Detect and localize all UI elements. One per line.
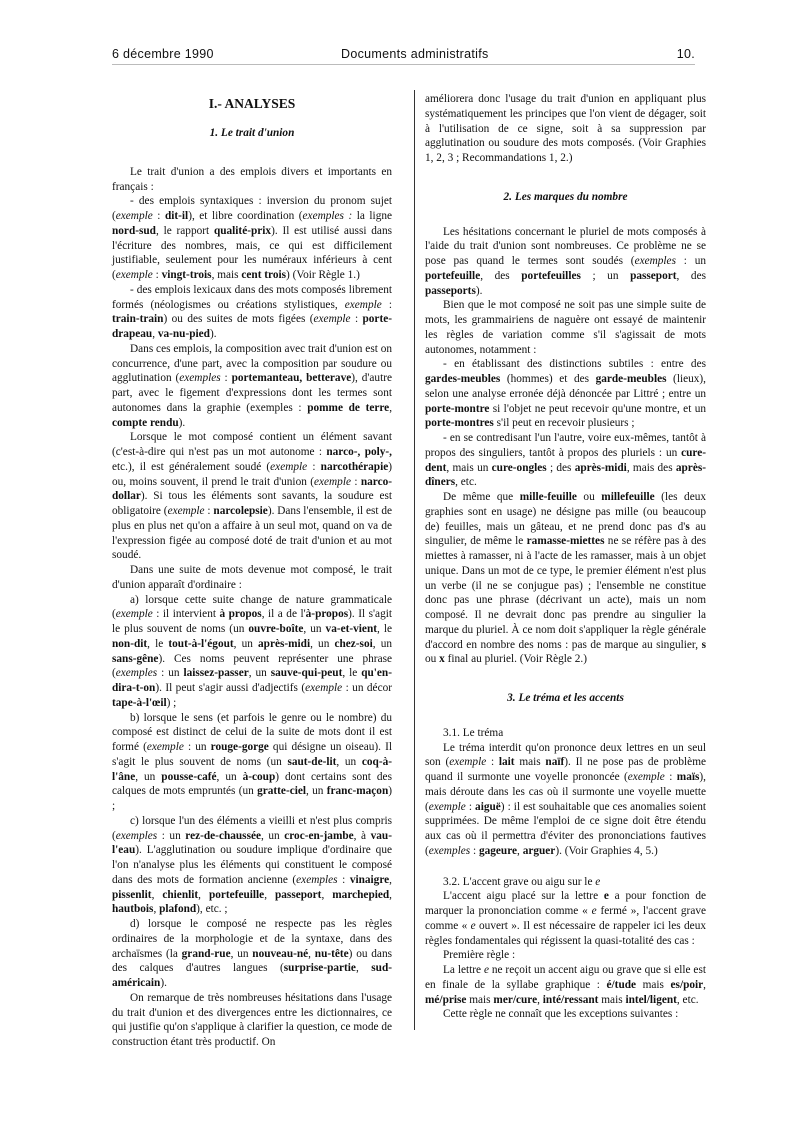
- paragraph: - des emplois syntaxiques : inversion du pronom sujet (exemple : dit-il), et libre coordination (exemples : la ligne nord-sud, le rapport qualité-prix). Il est utilisé aussi dans l'écriture des nombres, mais, ce qui est difficilement justifiable, seulement pour les numéraux inférieurs à cent (exemple : vingt-trois, mais cent trois) (Voir Règle 1.): [112, 195, 393, 281]
- nombre-paragraphs: [425, 225, 706, 668]
- header-page-number: 10.: [676, 47, 695, 61]
- paragraph: Le tréma interdit qu'on prononce deux lettres en un seul son (exemple : lait mais naïf). Il ne pose pas de problème quand il surmonte une voyelle prononcée (exemple : maïs), mais déroute dans les cas où il surmonte une voyelle muette (exemple : aiguë) : il est souhaitable que ces anomalies soient supprimées. De même l'emploi de ce signe doit être étendu aux cas où il permettra d'éviter des prononciations fautives (exemples : gageure, arguer). (Voir Graphies 4, 5.): [425, 741, 706, 857]
- header-title: Documents administratifs: [341, 47, 489, 61]
- right-column: [425, 92, 706, 1022]
- subheading-trema: 3.1. Le tréma: [443, 726, 504, 739]
- paragraph: b) lorsque le sens (et parfois le genre ou le nombre) du composé est distinct de celui de la suite de mots dont il est formé (exemple : un rouge-gorge qui désigne un oiseau). Il s'agit le plus souvent de noms (un saut-de-lit, un coq-à-l'âne, un pousse-café, un à-coup) dont certains sont des calques de mots empruntés (un gratte-ciel, un franc-maçon) ;: [112, 711, 392, 812]
- accent-paragraphs: [425, 889, 706, 1022]
- left-paragraphs: [112, 165, 392, 1050]
- left-column: [112, 92, 392, 1050]
- subsection-title-trema: 3. Le tréma et les accents: [507, 692, 624, 704]
- paragraph: La lettre e ne reçoit un accent aigu ou grave que si elle est en finale de la syllabe graphique : é/tude mais es/poir, mé/prise mais mer/cure, inté/ressant mais intel/ligent, etc.: [425, 964, 706, 1006]
- paragraph: a) lorsque cette suite change de nature grammaticale (exemple : il intervient à propos, il a de l'à-propos). Il s'agit le plus souvent de noms (un ouvre-boîte, un va-et-vient, le non-dit, le tout-à-l'égout, un après-midi, un chez-soi, un sans-gêne). Ces noms peuvent représenter une phrase (exemples : un laissez-passer, un sauve-qui-peut, le qu'en-dira-t-on). Il peut s'agir aussi d'adjectifs (exemple : un décor tape-à-l'œil) ;: [112, 593, 392, 709]
- paragraph: De même que mille-feuille ou millefeuille (les deux graphies sont en usage) ne désigne pas mille (ou beaucoup de) feuilles, mais un gâteau, et ne prend donc pas d's au singulier, de même le ramasse-miettes ne se réfère pas à des miettes à ramasser, ni à l'acte de les ramasser, mais à un objet unique. Dans un mot de ce type, le premier élément n'est plus un verbe (il ne se conjugue pas) ; l'ensemble ne constitue donc pas une phrase (décrivant un acte), mais un nom composé. Il ne devrait donc pas prendre au singulier la marque du pluriel. À ce nom doit s'appliquer la règle générale d'accord en nombre des noms : pas de marque au singulier, s ou x final au pluriel. (Voir Règle 2.): [425, 491, 707, 666]
- subheading-accent: 3.2. L'accent grave ou aigu sur le e: [443, 875, 601, 888]
- paragraph: On remarque de très nombreuses hésitations dans l'usage du trait d'union et des divergences entre les dictionnaires, ce qui justifie qu'on s'applique à clarifier la question, ce mode de construction étant très productif. On: [112, 991, 392, 1048]
- column-divider: [414, 90, 415, 1030]
- paragraph: - en établissant des distinctions subtiles : entre des gardes-meubles (hommes) et des garde-meubles (lieux), selon une analyse erronée déjà dénoncée par Littré ; entre un porte-montre si l'objet ne peut recevoir qu'une montre, et un porte-montres s'il peut en recevoir plusieurs ;: [425, 358, 706, 430]
- paragraph: Lorsque le mot composé contient un élément savant (c'est-à-dire qui n'est pas un mot autonome : narco-, poly-, etc.), il est généralement soudé (exemple : narcothérapie) ou, moins souvent, il prend le trait d'union (exemple : narco-dollar). Si tous les éléments sont savants, la soudure est obligatoire (exemple : narcolepsie). Dans l'ensemble, il est de plus en plus net qu'on a affaire à un seul mot, quand on va de l'expression figée au composé doté de trait d'union et au mot soudé.: [112, 431, 393, 562]
- paragraph: c) lorsque l'un des éléments a vieilli et n'est plus compris (exemples : un rez-de-chaussée, un croc-en-jambe, à vau-l'eau). L'agglutination ou soudure implique d'ordinaire que l'on n'analyse plus les éléments qui constituent le composé dans des mots de formation ancienne (exemples : vinaigre, pissenlit, chienlit, portefeuille, passeport, marchepied, hautbois, plafond), etc. ;: [112, 814, 392, 916]
- paragraph: Première règle :: [443, 949, 516, 962]
- paragraph: Dans une suite de mots devenue mot composé, le trait d'union apparaît d'ordinaire :: [112, 564, 392, 591]
- continued-paragraph: améliorera donc l'usage du trait d'union en appliquant plus systématiquement les principes que l'on vient de dégager, soit à l'utilisation de ce signe, soit à sa suppression par agglutination ou soudure des mots composés. (Voir Graphies 1, 2, 3 ; Recommandations 1, 2.): [425, 93, 706, 164]
- subsection-title-nombre: 2. Les marques du nombre: [503, 190, 628, 203]
- paragraph: Bien que le mot composé ne soit pas une simple suite de mots, les grammairiens de naguère ont essayé de maintenir les règles de variation comme s'il s'agissait de mots autonomes, notamment :: [425, 299, 706, 356]
- paragraph: Dans ces emplois, la composition avec trait d'union est on concurrence, d'une part, avec la composition par soudure ou agglutination (exemples : portemanteau, betterave), d'autre part, avec le figement d'expressions dont les termes sont autonomes dans la graphie (exemples : pomme de terre, compte rendu).: [112, 342, 393, 429]
- paragraph: d) lorsque le composé ne respecte pas les règles ordinaires de la morphologie et de la syntaxe, dans des archaïsmes (la grand-rue, un nouveau-né, nu-tête) ou dans des calques d'autres langues (surprise-partie, sud-américain).: [112, 918, 392, 989]
- paragraph: - des emplois lexicaux dans des mots composés librement formés (néologismes ou créations stylistiques, exemple : train-train) ou des suites de mots figées (exemple : porte-drapeau, va-nu-pied).: [112, 283, 392, 340]
- header-date: 6 décembre 1990: [112, 47, 214, 61]
- paragraph: - en se contredisant l'un l'autre, voire eux-mêmes, tantôt à propos des singuliers, tantôt à propos des pluriels : un cure-dent, mais un cure-ongles ; des après-midi, mais des après-dîners, etc.: [425, 432, 706, 489]
- running-header: [112, 47, 695, 65]
- header-divider: [112, 64, 695, 65]
- paragraph: L'accent aigu placé sur la lettre e a pour fonction de marquer la prononciation comme « e fermé », l'accent grave comme « e ouvert ». Il est nécessaire de rappeler ici les deux règles fondamentales qui régissent la quasi-totalité des cas :: [425, 890, 707, 947]
- paragraph: Cette règle ne connaît que les exceptions suivantes :: [443, 1008, 679, 1021]
- paragraph: Les hésitations concernant le pluriel de mots composés à l'aide du trait d'union sont nombreuses. Ce problème ne se pose pas quand le termes sont soudés (exemples : un portefeuille, des portefeuilles ; un passeport, des passeports).: [425, 225, 706, 297]
- section-title: I.- ANALYSES: [208, 96, 296, 111]
- subsection-title-trait-union: 1. Le trait d'union: [209, 127, 295, 139]
- trema-paragraphs: [425, 741, 706, 859]
- paragraph: Le trait d'union a des emplois divers et importants en français :: [112, 165, 392, 193]
